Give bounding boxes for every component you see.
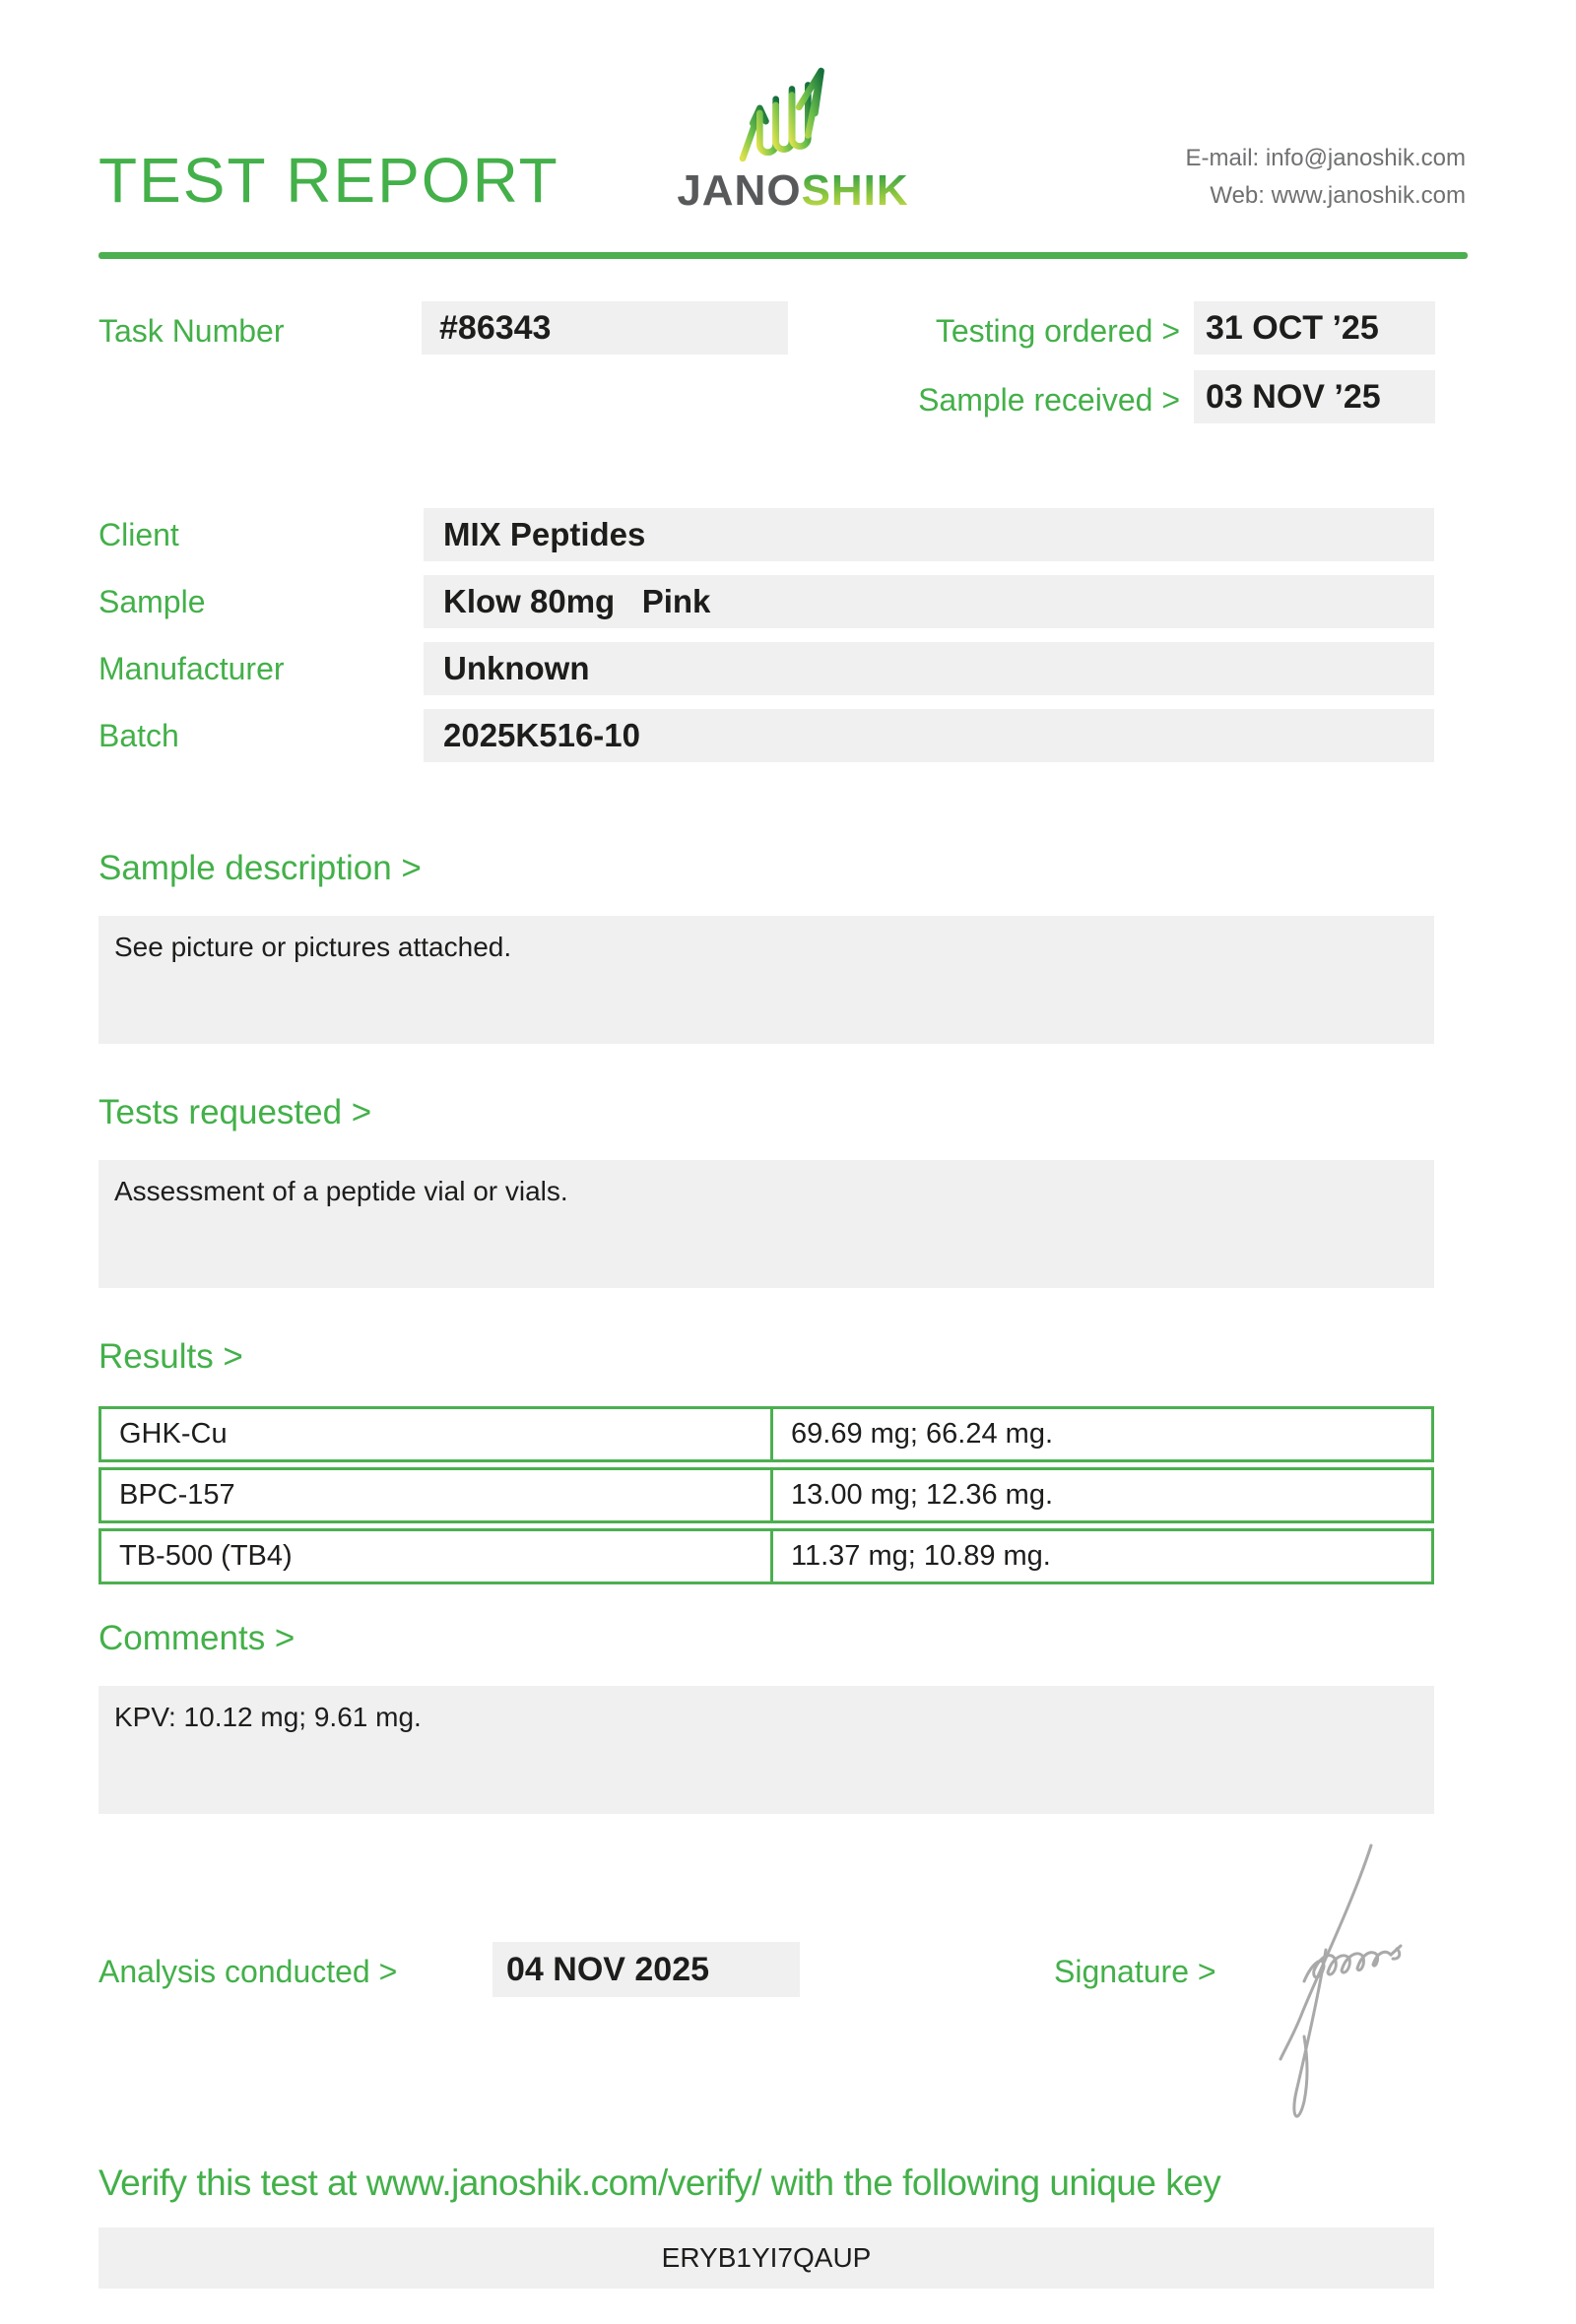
sample-description-heading: Sample description > — [98, 849, 422, 887]
info-row-batch — [98, 709, 1434, 762]
results-heading: Results > — [98, 1337, 243, 1376]
sample-info-rows — [98, 508, 1434, 776]
tests-requested-body: Assessment of a peptide vial or vials. — [98, 1160, 1434, 1288]
result-name: GHK-Cu — [101, 1409, 773, 1459]
testing-ordered-value: 31 OCT ’25 — [1194, 301, 1435, 355]
comments-heading: Comments > — [98, 1619, 296, 1657]
sample-received-value: 03 NOV ’25 — [1194, 370, 1435, 423]
contact-web: Web: www.janoshik.com — [1210, 182, 1466, 209]
sample-label: Sample — [98, 583, 206, 619]
manufacturer-label: Manufacturer — [98, 650, 285, 686]
janoshik-logo — [645, 65, 941, 213]
task-number-value: #86343 — [422, 301, 788, 355]
signature-label: Signature > — [1054, 1954, 1216, 1989]
comments-body: KPV: 10.12 mg; 9.61 mg. — [98, 1686, 1434, 1814]
client-value: MIX Peptides — [424, 508, 1434, 561]
task-number-label: Task Number — [98, 313, 285, 349]
logo-text-shik: SHIK — [801, 166, 909, 215]
result-row-tb-500 — [98, 1528, 1434, 1584]
result-value: 13.00 mg; 12.36 mg. — [791, 1479, 1053, 1511]
page-title: TEST REPORT — [98, 145, 559, 216]
results-table — [98, 1406, 1434, 1589]
batch-label: Batch — [98, 717, 179, 753]
sample-value: Klow 80mg Pink — [424, 575, 1434, 628]
sample-received-label: Sample received > — [918, 382, 1180, 418]
contact-info — [1186, 140, 1466, 215]
result-row-bpc-157 — [98, 1467, 1434, 1523]
manufacturer-value: Unknown — [424, 642, 1434, 695]
analysis-conducted-value: 04 NOV 2025 — [492, 1942, 800, 1997]
logo-text-jano: JANO — [677, 166, 802, 215]
result-value: 69.69 mg; 66.24 mg. — [791, 1418, 1053, 1450]
client-label: Client — [98, 516, 179, 552]
signature-image — [1273, 1834, 1435, 2149]
header-divider — [98, 252, 1468, 259]
verify-key: ERYB1YI7QAUP — [98, 2227, 1434, 2289]
result-row-ghk-cu — [98, 1406, 1434, 1462]
analysis-conducted-label: Analysis conducted > — [98, 1954, 398, 1989]
info-row-manufacturer — [98, 642, 1434, 695]
result-value: 11.37 mg; 10.89 mg. — [791, 1540, 1051, 1572]
info-row-client — [98, 508, 1434, 561]
tests-requested-heading: Tests requested > — [98, 1093, 372, 1131]
info-row-sample — [98, 575, 1434, 628]
logo-wordmark — [645, 166, 941, 215]
sample-description-body: See picture or pictures attached. — [98, 916, 1434, 1044]
result-name: TB-500 (TB4) — [101, 1531, 773, 1582]
contact-email: E-mail: info@janoshik.com — [1185, 145, 1466, 171]
testing-ordered-label: Testing ordered > — [935, 313, 1180, 349]
logo-chart-icon — [732, 65, 854, 165]
result-name: BPC-157 — [101, 1470, 773, 1520]
batch-value: 2025K516-10 — [424, 709, 1434, 762]
verify-instruction: Verify this test at www.janoshik.com/verify/ with the following unique key — [98, 2163, 1221, 2203]
